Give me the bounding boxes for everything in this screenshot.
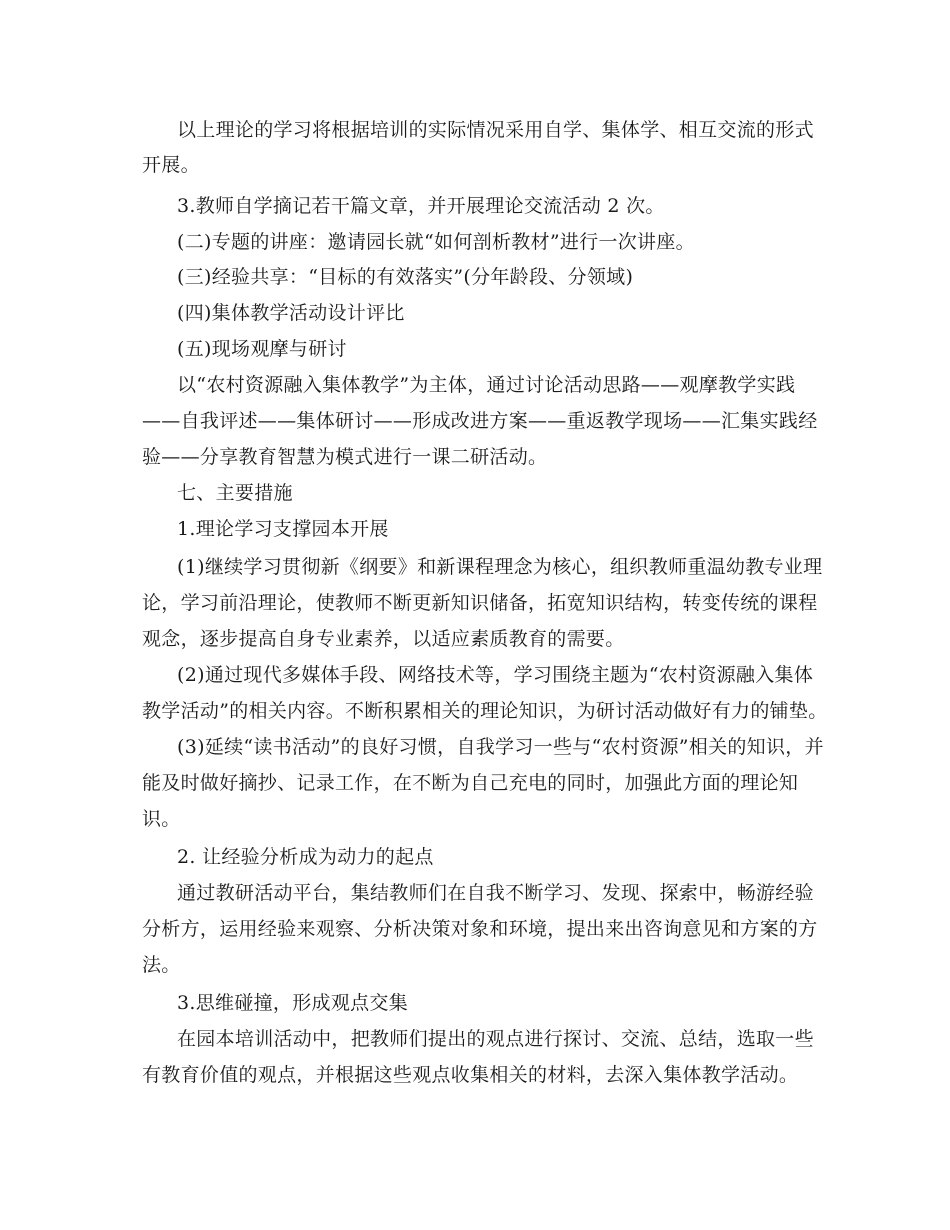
paragraph-line: 以“农村资源融入集体教学”为主体，通过讨论活动思路——观摩教学实践 <box>177 374 796 396</box>
paragraph-line: 验——分享教育智慧为模式进行一课二研活动。 <box>142 446 548 468</box>
paragraph-line: (四)集体教学活动设计评比 <box>177 302 405 324</box>
paragraph-line: 开展。 <box>142 154 200 176</box>
paragraph-line: 法。 <box>142 954 181 976</box>
paragraph-line: 以上理论的学习将根据培训的实际情况采用自学、集体学、相互交流的形式 <box>177 119 814 141</box>
subsection-heading: 3.思维碰撞，形成观点交集 <box>177 992 409 1014</box>
paragraph-line: (1)继续学习贯彻新《纲要》和新课程理念为核心，组织教师重温幼教专业理 <box>177 556 823 578</box>
paragraph-line: 有教育价值的观点，并根据这些观点收集相关的材料，去深入集体教学活动。 <box>142 1064 799 1086</box>
paragraph-line: 分析方，运用经验来观察、分析决策对象和环境，提出来出咨询意见和方案的方 <box>142 918 818 940</box>
paragraph-line: 论，学习前沿理论，使教师不断更新知识储备，拓宽知识结构，转变传统的课程 <box>142 592 818 614</box>
paragraph-line: 3.教师自学摘记若干篇文章，并开展理论交流活动 2 次。 <box>177 195 665 217</box>
section-heading: 七、主要措施 <box>177 482 293 504</box>
paragraph-line: (三)经验共享：“目标的有效落实”(分年龄段、分领域) <box>177 266 634 288</box>
subsection-heading: 2. 让经验分析成为动力的起点 <box>177 846 434 868</box>
paragraph-line: 在园本培训活动中，把教师们提出的观点进行探讨、交流、总结，选取一些 <box>177 1028 814 1050</box>
paragraph-line: (二)专题的讲座：邀请园长就“如何剖析教材”进行一次讲座。 <box>177 231 695 253</box>
paragraph-line: 通过教研活动平台，集结教师们在自我不断学习、发现、探索中，畅游经验 <box>177 882 814 904</box>
paragraph-line: (3)延续“读书活动”的良好习惯，自我学习一些与“农村资源”相关的知识，并 <box>177 736 824 758</box>
paragraph-line: 观念，逐步提高自身专业素养，以适应素质教育的需要。 <box>142 628 625 650</box>
paragraph-line: 教学活动”的相关内容。不断积累相关的理论知识，为研讨活动做好有力的铺垫。 <box>142 700 828 722</box>
paragraph-line: ——自我评述——集体研讨——形成改进方案——重返教学现场——汇集实践经 <box>142 410 818 432</box>
paragraph-line: 识。 <box>142 808 181 830</box>
paragraph-line: (2)通过现代多媒体手段、网络技术等，学习围绕主题为“农村资源融入集体 <box>177 664 814 686</box>
paragraph-line: 能及时做好摘抄、记录工作，在不断为自己充电的同时，加强此方面的理论知 <box>142 772 799 794</box>
subsection-heading: 1.理论学习支撑园本开展 <box>177 518 389 540</box>
paragraph-line: (五)现场观摩与研讨 <box>177 338 347 360</box>
